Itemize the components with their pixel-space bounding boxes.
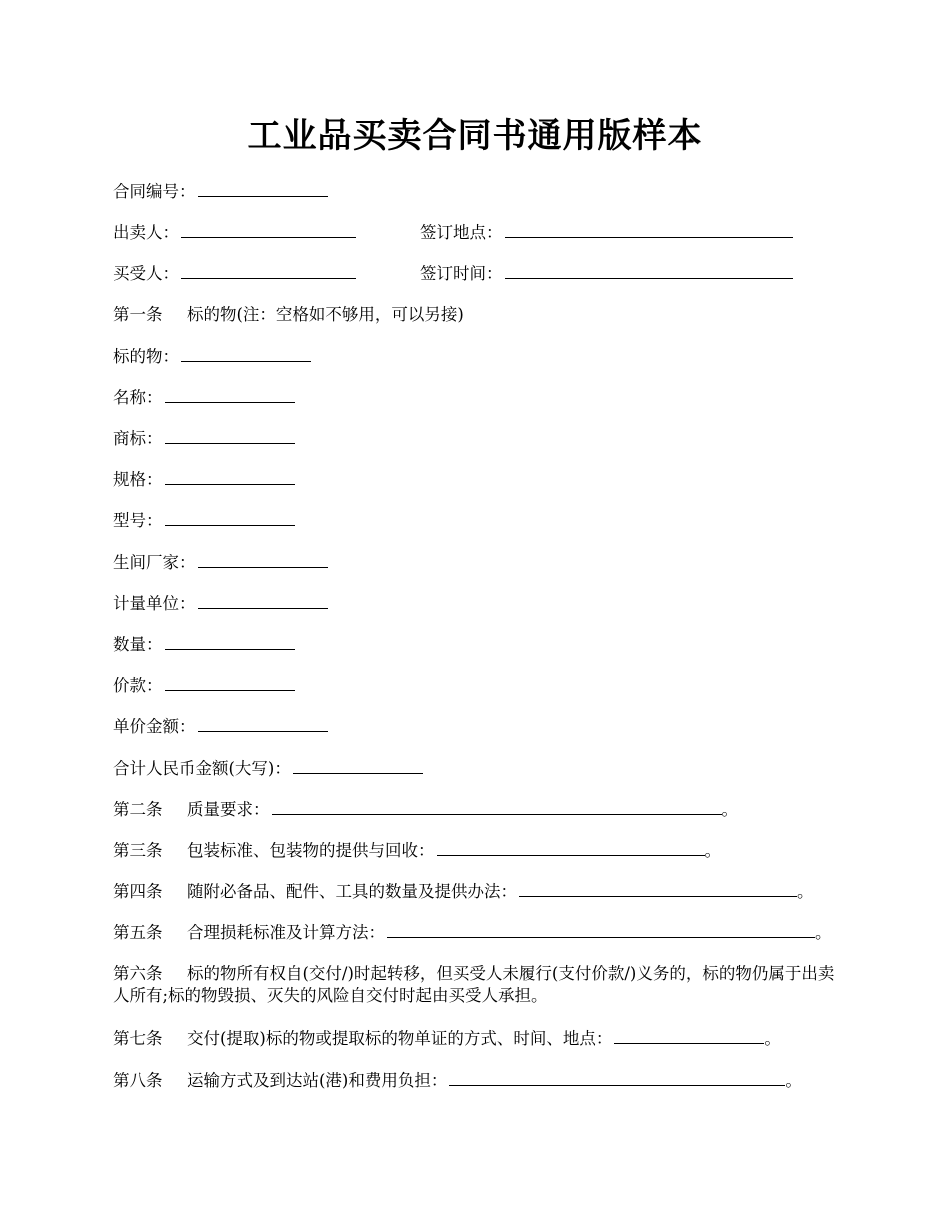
unit-price-field-blank[interactable] xyxy=(198,716,328,732)
name-field-line xyxy=(113,387,295,409)
article-8-text: 运输方式及到达站(港)和费用负担： xyxy=(187,1071,448,1090)
article-5-end: 。 xyxy=(815,923,832,942)
article-4-text: 随附必备品、配件、工具的数量及提供办法： xyxy=(187,882,517,901)
model-field-label: 型号： xyxy=(113,511,163,530)
model-field-blank[interactable] xyxy=(165,510,295,526)
sign-place-blank[interactable] xyxy=(505,222,793,238)
article-8-blank[interactable] xyxy=(449,1070,785,1086)
manufacturer-field-blank[interactable] xyxy=(198,552,328,568)
sign-time-label: 签订时间： xyxy=(420,264,503,283)
quantity-field-blank[interactable] xyxy=(165,634,295,650)
article-2-blank[interactable] xyxy=(272,799,722,815)
unit-price-field-label: 单价金额： xyxy=(113,717,196,736)
article-3-number: 第三条 xyxy=(113,841,163,860)
article-3-blank[interactable] xyxy=(437,840,705,856)
price-field-line xyxy=(113,675,295,697)
article-4-blank[interactable] xyxy=(519,881,797,897)
article-7 xyxy=(113,1028,781,1050)
contract-no-label: 合同编号： xyxy=(113,182,196,201)
sign-place-line xyxy=(420,222,793,244)
article-6-text: 标的物所有权自(交付/)时起转移，但买受人未履行(支付价款/)义务的，标的物仍属于出卖人所有;标的物毁损、灭失的风险自交付时起由买受人承担。 xyxy=(113,964,835,1005)
buyer-line xyxy=(113,263,356,285)
article-5-blank[interactable] xyxy=(387,922,815,938)
trademark-field-label: 商标： xyxy=(113,429,163,448)
unit-field-blank[interactable] xyxy=(198,593,328,609)
article-2-text: 质量要求： xyxy=(187,800,270,819)
article-5-number: 第五条 xyxy=(113,923,163,942)
seller-line xyxy=(113,222,356,244)
unit-field-label: 计量单位： xyxy=(113,594,196,613)
price-field-blank[interactable] xyxy=(165,675,295,691)
article-3 xyxy=(113,840,721,862)
total-amount-field-blank[interactable] xyxy=(293,758,423,774)
article-4-end: 。 xyxy=(797,882,814,901)
article-7-text: 交付(提取)标的物或提取标的物单证的方式、时间、地点： xyxy=(187,1029,613,1048)
article-2-number: 第二条 xyxy=(113,800,163,819)
buyer-label: 买受人： xyxy=(113,264,179,283)
seller-blank[interactable] xyxy=(181,222,356,238)
trademark-field-line xyxy=(113,428,295,450)
contract-no-blank[interactable] xyxy=(198,181,328,197)
unit-field-line xyxy=(113,593,328,615)
article-7-number: 第七条 xyxy=(113,1029,163,1048)
sign-time-line xyxy=(420,263,793,285)
document-title: 工业品买卖合同书通用版样本 xyxy=(247,116,703,156)
contract-no-line xyxy=(113,181,328,203)
trademark-field-blank[interactable] xyxy=(165,428,295,444)
quantity-field-line xyxy=(113,634,295,656)
name-field-blank[interactable] xyxy=(165,387,295,403)
total-amount-field-label: 合计人民币金额(大写)： xyxy=(113,759,291,778)
name-field-label: 名称： xyxy=(113,388,163,407)
sign-place-label: 签订地点： xyxy=(420,223,503,242)
model-field-line xyxy=(113,510,295,532)
manufacturer-field-line xyxy=(113,552,328,574)
article-5 xyxy=(113,922,832,944)
quantity-field-label: 数量： xyxy=(113,635,163,654)
article-6-number: 第六条 xyxy=(113,964,163,983)
seller-label: 出卖人： xyxy=(113,223,179,242)
spec-field-label: 规格： xyxy=(113,470,163,489)
subject-field-label: 标的物： xyxy=(113,347,179,366)
article-7-end: 。 xyxy=(764,1029,781,1048)
unit-price-field-line xyxy=(113,716,328,738)
article-6 xyxy=(113,963,848,1007)
article-8-end: 。 xyxy=(785,1071,802,1090)
article-2-end: 。 xyxy=(721,800,738,819)
article-8-number: 第八条 xyxy=(113,1071,163,1090)
subject-field-line xyxy=(113,346,311,368)
article-1-text: 标的物(注：空格如不够用，可以另接) xyxy=(187,305,464,324)
article-3-end: 。 xyxy=(704,841,721,860)
sign-time-blank[interactable] xyxy=(505,263,793,279)
article-8 xyxy=(113,1070,802,1092)
article-5-text: 合理损耗标准及计算方法： xyxy=(187,923,385,942)
manufacturer-field-label: 生间厂家： xyxy=(113,553,196,572)
article-4-number: 第四条 xyxy=(113,882,163,901)
article-7-blank[interactable] xyxy=(614,1028,764,1044)
spec-field-line xyxy=(113,469,295,491)
article-2 xyxy=(113,799,738,821)
spec-field-blank[interactable] xyxy=(165,469,295,485)
article-4 xyxy=(113,881,814,903)
subject-field-blank[interactable] xyxy=(181,346,311,362)
price-field-label: 价款： xyxy=(113,676,163,695)
buyer-blank[interactable] xyxy=(181,263,356,279)
article-1 xyxy=(113,304,464,326)
total-amount-field-line xyxy=(113,758,423,780)
article-1-number: 第一条 xyxy=(113,305,163,324)
article-3-text: 包装标准、包装物的提供与回收： xyxy=(187,841,435,860)
